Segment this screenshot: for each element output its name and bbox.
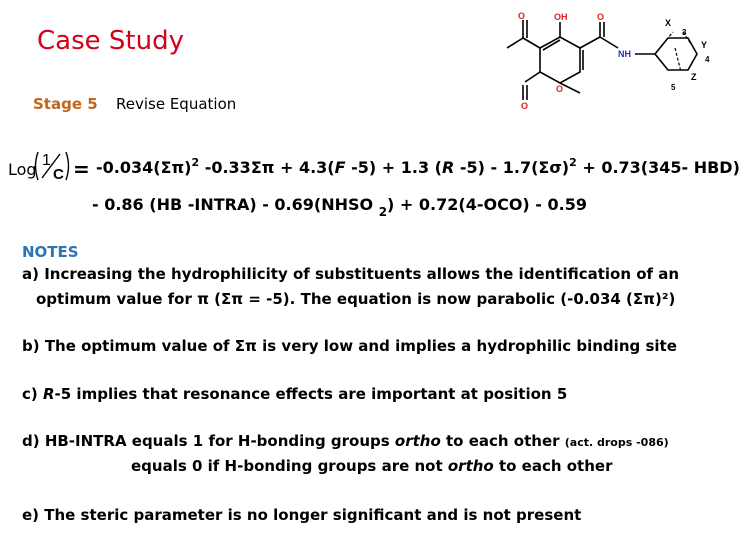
- pos-4: 4: [705, 55, 710, 64]
- pos-3: 3: [682, 28, 687, 37]
- equation-equals: =: [73, 157, 90, 181]
- atom-oh: OH: [554, 12, 568, 22]
- sub-x: X: [665, 18, 672, 28]
- eq1-term-6: + 0.73(345- HBD): [576, 158, 740, 177]
- note-d1-text: to each other: [440, 432, 565, 450]
- atom-o-acetyl: O: [518, 11, 526, 21]
- eq2-term-2: ) + 0.72(4-OCO) - 0.59: [387, 195, 587, 214]
- atom-o-chain: O: [597, 12, 605, 22]
- eq1-sigma-pi-1: Σπ: [160, 158, 185, 177]
- note-c-r: R: [42, 385, 55, 403]
- eq1-term-3: + 4.3(: [274, 158, 335, 177]
- eq1-sigma-sigma: Σσ: [538, 158, 562, 177]
- eq2-term-1: - 0.86 (HB -INTRA) - 0.69(NHSO: [92, 195, 379, 214]
- eq1-term-5: -5) - 1.7(: [454, 158, 539, 177]
- equation-fraction: [32, 148, 72, 184]
- section-subtitle: Revise Equation: [116, 95, 237, 113]
- note-b: b) The optimum value of Σπ is very low and implies a hydrophilic binding site: [22, 337, 677, 355]
- page-title: Case Study: [37, 26, 184, 56]
- equation-line-1: [96, 156, 740, 177]
- note-c-prefix: c): [22, 385, 43, 403]
- pos-5: 5: [671, 83, 676, 92]
- eq1-close-1: ): [184, 158, 192, 177]
- equation-line-2: [92, 195, 587, 219]
- eq1-sigma-pi-2: Σπ: [250, 158, 275, 177]
- atom-o-ring: O: [556, 84, 564, 94]
- atom-nh: NH: [618, 49, 631, 59]
- sub-z: Z: [691, 72, 697, 82]
- eq1-f: F: [334, 158, 346, 177]
- fraction-numerator: 1: [42, 152, 51, 169]
- note-e: e) The steric parameter is no longer significant and is not present: [22, 506, 582, 524]
- note-d2-prefix: equals 0 if H-bonding groups are not: [131, 457, 448, 475]
- note-d2-text: to each other: [493, 457, 613, 475]
- eq1-term-2: -0.33: [199, 158, 251, 177]
- note-c: [22, 385, 567, 403]
- note-a-line-1: a) Increasing the hydrophilicity of substituents allows the identification of an: [22, 265, 680, 283]
- equation-log: Log: [8, 160, 37, 179]
- note-d1-ortho: ortho: [394, 432, 441, 450]
- note-c-text: -5 implies that resonance effects are important at position 5: [54, 385, 568, 403]
- note-d2-ortho: ortho: [447, 457, 494, 475]
- molecule-structure: [505, 10, 715, 110]
- eq1-term-4: -5) + 1.3 (: [345, 158, 442, 177]
- eq2-sub-2: 2: [378, 205, 388, 219]
- note-d1-small: (act. drops -086): [564, 436, 669, 449]
- sub-y: Y: [701, 40, 708, 50]
- note-a-line-2: optimum value for π (Σπ = -5). The equation is now parabolic (-0.034 (Σπ)²): [36, 290, 676, 308]
- eq1-close-2: ): [561, 158, 570, 177]
- note-d-line-2: [131, 457, 612, 475]
- eq1-square-2: 2: [569, 156, 577, 169]
- eq1-term-1: -0.034(: [96, 158, 161, 177]
- stage-label: Stage 5: [33, 95, 98, 113]
- eq1-r: R: [441, 158, 455, 177]
- eq1-square-1: 2: [191, 156, 200, 169]
- notes-heading: NOTES: [22, 243, 79, 261]
- fraction-denominator: C: [53, 166, 64, 183]
- note-d-line-1: [22, 432, 669, 450]
- note-d1-prefix: d) HB-INTRA equals 1 for H-bonding groups: [22, 432, 395, 450]
- atom-o-carbonyl: O: [521, 101, 529, 111]
